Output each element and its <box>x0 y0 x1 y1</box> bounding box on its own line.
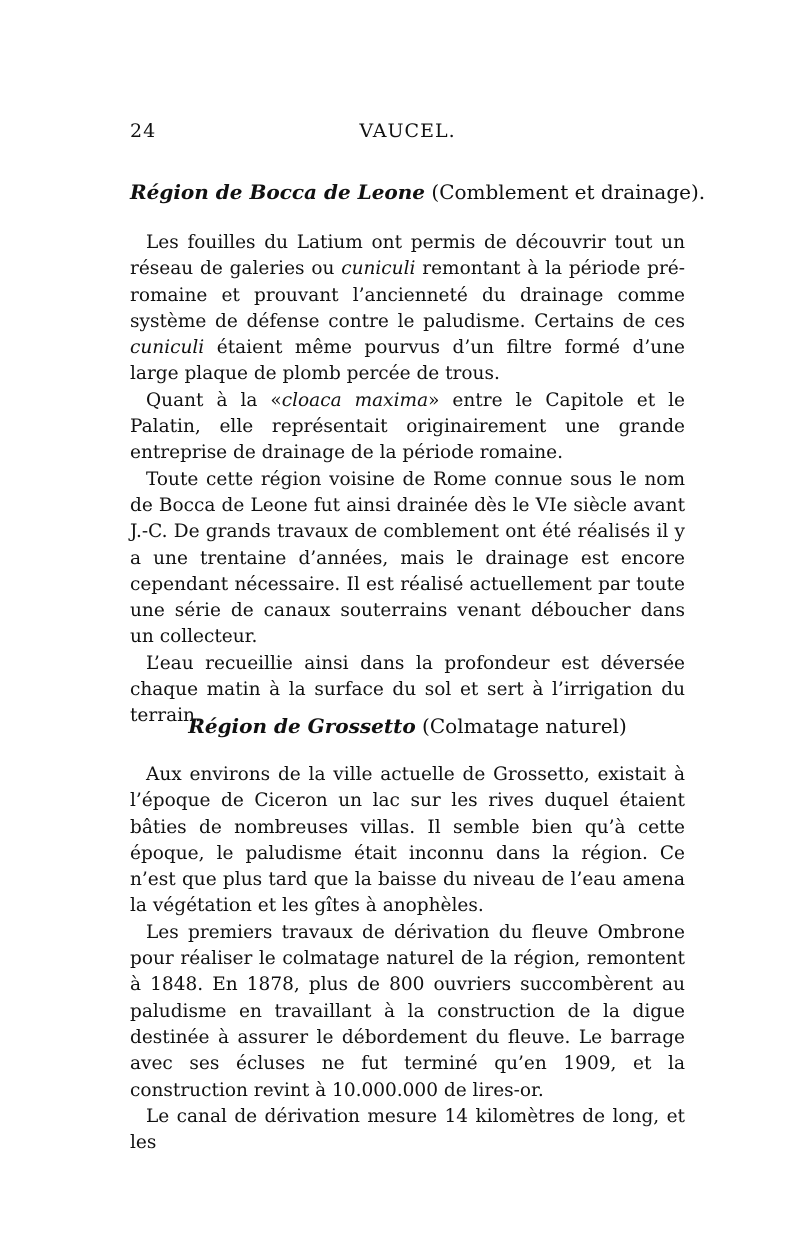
running-title: VAUCEL. <box>359 120 456 142</box>
italic-term: cuniculi <box>341 258 416 280</box>
paragraph: Quant à la «cloaca maxima» entre le Capitole et le Palatin, elle représentait originairement une grande entreprise de drainage de la période romaine. <box>130 389 686 464</box>
section-heading-bocca-de-leone <box>130 178 706 206</box>
paragraph: Toute cette région voisine de Rome connue sous le nom de Bocca de Leone fut ainsi drainée dès le VIe siècle avant J.-C. De grands travaux de comblement ont été réalisés il y a une trentaine d’années, mais le drainage est encore cependant nécessaire. Il est réalisé actuellement par toute une série de canaux souterrains venant déboucher dans un collecteur. <box>130 468 685 648</box>
heading-italic-place: Région de Bocca de Leone <box>130 180 426 204</box>
heading-subtitle: (Comblement et drainage). <box>425 180 706 204</box>
running-head <box>130 120 685 150</box>
italic-term: cuniculi <box>130 337 205 359</box>
paragraph: Les premiers travaux de dérivation du fleuve Ombrone pour réaliser le colmatage naturel de la région, remontent à 1848. En 1878, plus de 800 ouvriers succombèrent au paludisme en travaillant à la construction de la digue destinée à assurer le débordement du fleuve. Le barrage avec ses écluses ne fut terminé qu’en 1909, et la construction revint à 10.000.000 de lires-or. <box>130 921 685 1101</box>
heading-subtitle: (Colmatage naturel) <box>415 714 627 738</box>
page-number: 24 <box>130 120 157 142</box>
paragraph: Le canal de dérivation mesure 14 kilomètres de long, et les <box>130 1105 685 1154</box>
section-heading-grossetto <box>130 712 685 740</box>
section-body-grossetto <box>130 762 685 1156</box>
paragraph: Aux environs de la ville actuelle de Grossetto, existait à l’époque de Ciceron un lac sur les rives duquel étaient bâties de nombreuses villas. Il semble bien qu’à cette époque, le paludisme était inconnu dans la région. Ce n’est que plus tard que la baisse du niveau de l’eau amena la végétation et les gîtes à anophèles. <box>130 764 685 917</box>
italic-term: cloaca maxima <box>281 389 429 411</box>
paragraph: L’eau recueillie ainsi dans la profondeur est déversée chaque matin à la surface du sol et sert à l’irrigation du terrain. <box>130 652 685 727</box>
heading-italic-place: Région de Grossetto <box>188 714 416 738</box>
section-body-bocca-de-leone <box>130 230 685 730</box>
paragraph: Les fouilles du Latium ont permis de découvrir tout un réseau de galeries ou cuniculi remontant à la période pré-romaine et prouvant l’ancienneté du drainage comme système de défense contre le paludisme. Certains de ces cuniculi étaient même pourvus d’un filtre formé d’une large plaque de plomb percée de trous. <box>130 232 686 385</box>
